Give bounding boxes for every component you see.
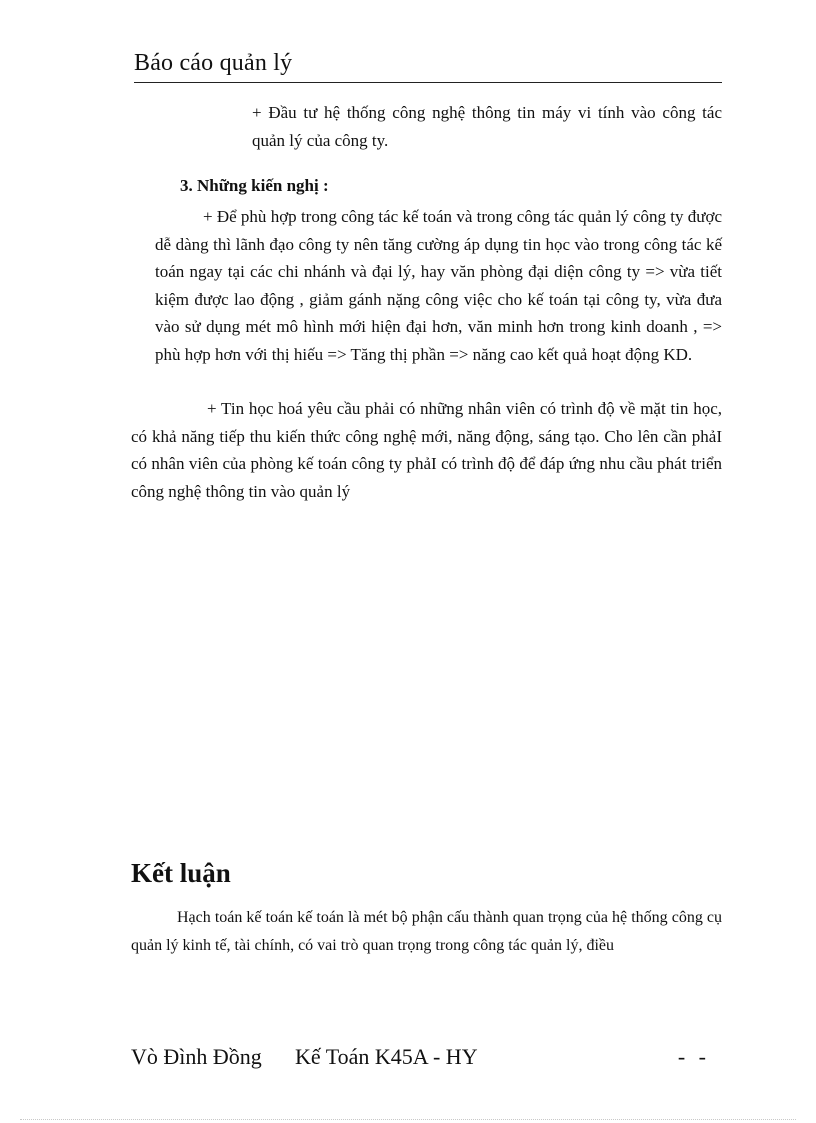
conclusion-heading: Kết luận bbox=[131, 858, 231, 888]
footer-course: Kế Toán K45A - HY bbox=[295, 1044, 478, 1069]
conclusion-paragraph: Hạch toán kế toán kế toán là mét bộ phận cấu thành quan trọng của hệ thống công cụ quản lý kinh tế, tài chính, có vai trò quan trọng trong công tác quản lý, điều bbox=[131, 909, 722, 954]
bottom-dotted-divider bbox=[20, 1119, 796, 1120]
investment-paragraph: + Đầu tư hệ thống công nghệ thông tin máy vi tính vào công tác quản lý của công ty. bbox=[252, 103, 722, 150]
footer-page-number: - - bbox=[677, 1044, 710, 1069]
recommendation-paragraph-1: + Để phù hợp trong công tác kế toán và trong công tác quản lý công ty được dễ dàng thì lãnh đạo công ty nên tăng cường áp dụng tin học vào trong công tác kế toán ngay tại các chi nhánh và đại lý, hay văn phòng đại diện công ty => vừa tiết kiệm được lao động , giảm gánh nặng công việc cho kế toán tại công ty, vừa đưa vào sử dụng mét mô hình mới hiện đại hơn, văn minh hơn trong kinh doanh , => phù hợp hơn với thị hiếu => Tăng thị phần => năng cao kết quả hoạt động KD. bbox=[155, 207, 722, 364]
header-divider bbox=[134, 82, 722, 83]
recommendations-heading: 3. Những kiến nghị : bbox=[180, 176, 329, 195]
page-header-title: Báo cáo quản lý bbox=[134, 50, 293, 76]
recommendation-paragraph-2: + Tin học hoá yêu cầu phải có những nhân viên có trình độ về mặt tin học, có khả năng tiếp thu kiến thức công nghệ mới, năng động, sáng tạo. Cho lên cần phảI có nhân viên của phòng kế toán công ty phảI có trình độ để đáp ứng nhu cầu phát triển công nghệ thông tin vào quản lý bbox=[131, 399, 722, 501]
footer-author: Vò Đình Đồng bbox=[131, 1044, 262, 1069]
